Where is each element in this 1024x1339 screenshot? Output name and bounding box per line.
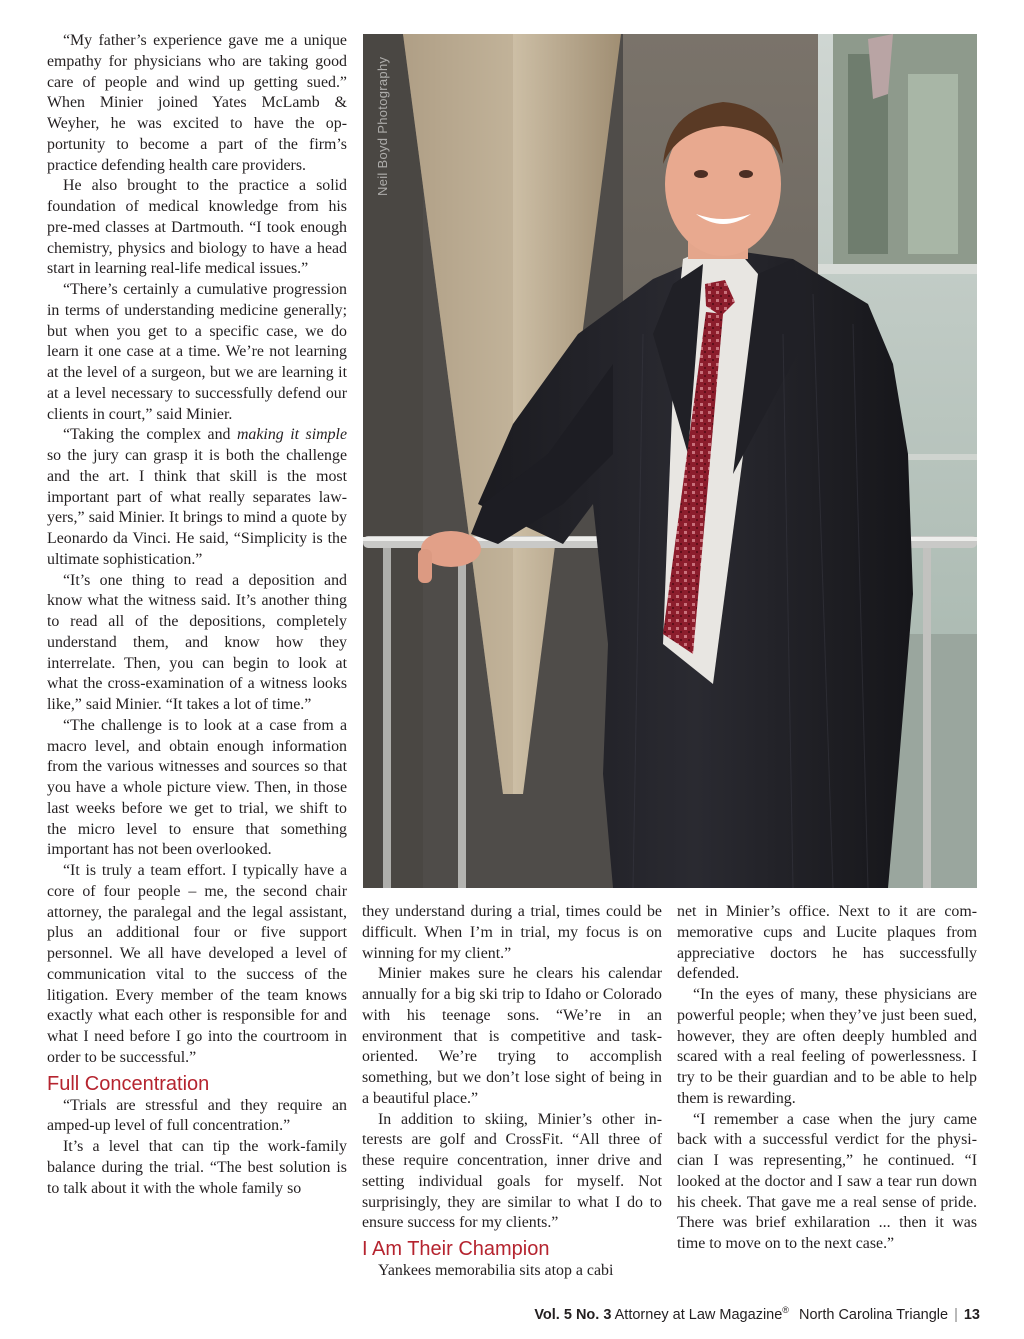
text-span: so the jury can grasp it is both the challenge and the art. I think that skill is the most important part of what really separates lawyers,” said Minier. It brings to mind a quote by Leonardo da Vinci. He said, “Simplicity is the ultimate sophistication.” xyxy=(47,447,347,568)
middle-column xyxy=(362,902,662,1282)
paragraph: “In the eyes of many, these physicians are powerful people; when they’ve just been sued, however, they are often deeply humbled and scared with a real feeling of powerlessness. I try to be their guardian and to be able to help them is rewarding. xyxy=(677,986,977,1107)
section-heading: Full Concentration xyxy=(47,1072,210,1095)
footer-separator: | xyxy=(954,1306,958,1323)
paragraph: “My father’s experience gave me a unique empathy for physicians who are taking good care of people and wind up getting sued.” When Minier joined Yates McLamb & Weyher, he was excited to have the opportunity to become a part of the firm’s practice defending health care providers. xyxy=(47,32,347,174)
trademark-symbol: ® xyxy=(782,1305,789,1315)
photo-credit: Neil Boyd Photography xyxy=(375,56,390,196)
magazine-name: Attorney at Law Magazine xyxy=(614,1306,783,1323)
paragraph: “I remember a case when the jury came back with a successful verdict for the physician I was representing,” he continued. “I looked at the doctor and I saw a tear run down his cheek. That gave me a real sense of pride. There was brief exhilaration ... then it was time to move on to the next case.” xyxy=(677,1110,977,1252)
paragraph: “It’s one thing to read a deposition and know what the witness said. It’s another thing to read all of the depositions, completely understand them, and know how they interrelate. Then, you can begin to look at what the cross-examination of a witness looks like,” said Minier. “It takes a lot of time.” xyxy=(47,571,347,713)
emphasis-text: making it simple xyxy=(236,426,348,444)
paragraph: “The challenge is to look at a case from a macro level, and obtain enough information from the various witnesses and sources so that you have a whole picture view. Then, in those last weeks before we get to trial, we shift to the micro level to ensure that something important has not been overlooked. xyxy=(47,716,347,859)
issue-label: Vol. 5 No. 3 xyxy=(534,1306,612,1323)
paragraph: Minier makes sure he clears his calendar annually for a big ski trip to Idaho or Colorado with his teenage sons. “We’re in an environment that is competitive and task-oriented. We’re trying to accomplish something, but we don’t lose sight of being in a beautiful place.” xyxy=(362,965,662,1107)
paragraph: net in Minier’s office. Next to it are commemorative cups and Lucite plaques from appreciative doctors he has successfully defended. xyxy=(677,903,977,983)
paragraph: Yankees memorabilia sits atop a cabi xyxy=(378,1262,614,1279)
paragraph: they understand during a trial, times could be difficult. When I’m in trial, my focus is on winning for my client.” xyxy=(362,903,662,962)
paragraph xyxy=(47,425,347,570)
text-span: “Taking the complex and xyxy=(63,426,237,444)
right-column xyxy=(677,902,977,1255)
page-number: 13 xyxy=(963,1306,980,1323)
paragraph: “There’s certainly a cumulative progression in terms of understanding medicine generally; but when you get to a specific case, we do learn it one case at a time. We’re not learning at the level of a surgeon, but we are learning it at a level necessary to successfully defend our clients in court,” said Minier. xyxy=(47,281,347,423)
region-name: North Carolina Triangle xyxy=(798,1306,949,1323)
portrait-photo xyxy=(363,34,977,888)
paragraph: It’s a level that can tip the work-family balance during the trial. “The best solution is to talk about it with the whole family so xyxy=(47,1138,347,1197)
paragraph: “Trials are stressful and they require an amped-up level of full concentration.” xyxy=(47,1096,347,1135)
section-heading: I Am Their Champion xyxy=(362,1238,550,1260)
paragraph: He also brought to the practice a solid foundation of medical knowledge from his pre-med classes at Dartmouth. “I took enough chemistry, physics and biology to have a head start in learning real-life medical issues.” xyxy=(47,177,347,278)
left-column xyxy=(47,31,347,1199)
page-footer xyxy=(534,1305,980,1323)
portrait-illustration xyxy=(363,34,977,888)
paragraph: In addition to skiing, Minier’s other interests are golf and CrossFit. “All three of these require concentration, inner drive and setting individual goals for myself. Not surprisingly, they are similar to what I do to ensure success for my clients.” xyxy=(362,1110,662,1232)
paragraph: “It is truly a team effort. I typically have a core of four people – me, the second chair attorney, the paralegal and the legal assistant, plus an additional four or five support personnel. We all have developed a level of communication vital to the success of the litigation. Every member of the team knows exactly what each other is responsible for and what I need before I go into the courtroom in order to be successful.” xyxy=(47,862,347,1066)
